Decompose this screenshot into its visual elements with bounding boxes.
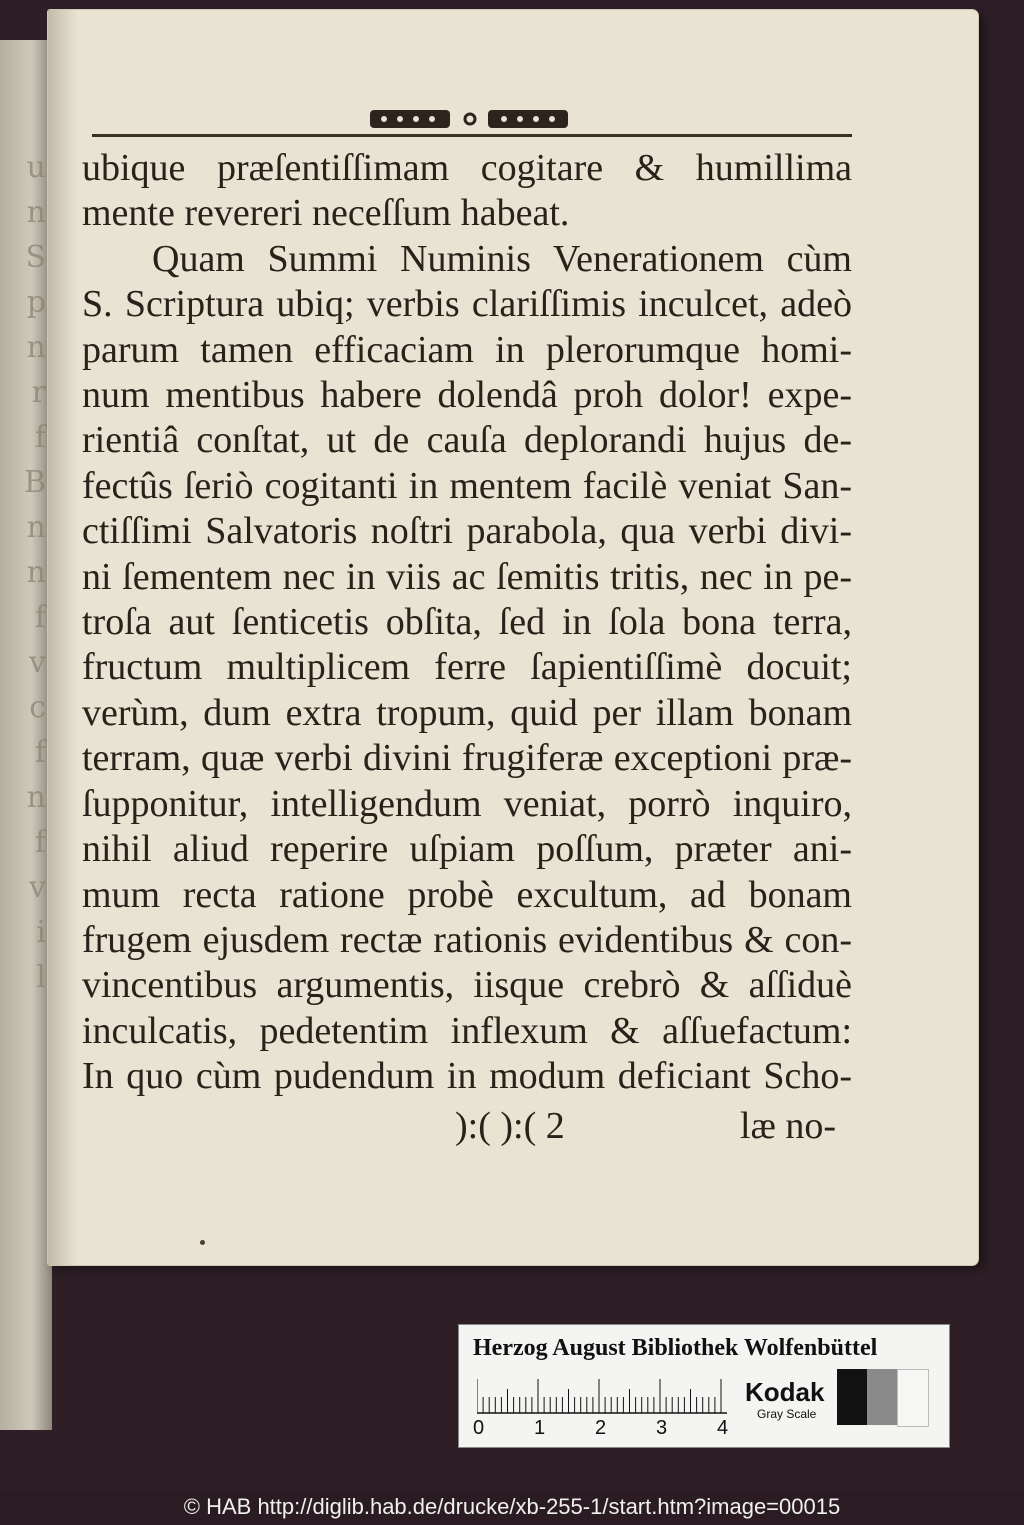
gray-swatch-mid <box>867 1369 897 1425</box>
text-line: fructum multiplicem ferre ſapientiſſimè docuit; <box>82 646 852 689</box>
facing-page-letter: l <box>36 960 46 995</box>
facing-page-letter: p <box>26 285 46 320</box>
gray-swatch-white <box>897 1369 929 1427</box>
text-line: ni ſementem nec in viis ac ſemitis tritis, nec in pe- <box>82 555 852 598</box>
text-line: ſupponitur, intelligendum veniat, porrò inquiro, <box>82 782 852 825</box>
text-line: vincentibus argumentis, iisque crebrò & aſſiduè <box>82 964 852 1007</box>
facing-page-letter: n <box>26 510 46 545</box>
text-line: Quam Summi Numinis Venerationem cùm <box>152 237 852 280</box>
color-target-card <box>458 1324 950 1448</box>
header-rule <box>92 134 852 137</box>
scale-ruler <box>477 1377 727 1417</box>
text-line: nihil aliud reperire uſpiam poſſum, præter ani- <box>82 828 852 871</box>
text-line: verùm, dum extra tropum, quid per illam bonam <box>82 691 852 734</box>
facing-page-letter: f <box>34 600 46 635</box>
ruler-number: 1 <box>534 1417 546 1439</box>
text-line: frugem ejusdem rectæ rationis evidentibus & con- <box>82 918 852 961</box>
facing-page-letter: n <box>26 195 46 230</box>
facing-page-edge <box>0 40 52 1430</box>
ruler-number: 0 <box>473 1417 485 1439</box>
facing-page-letter: f <box>34 420 46 455</box>
facing-page-letter: u <box>26 150 46 185</box>
text-line: num mentibus habere dolendâ proh dolor! expe- <box>82 374 852 417</box>
text-line: mum recta ratione probè excultum, ad bonam <box>82 873 852 916</box>
facing-page-letter: n <box>26 330 46 365</box>
copyright-footer: © HAB http://diglib.hab.de/drucke/xb-255-1/start.htm?image=00015 <box>183 1494 841 1519</box>
facing-page-letter: v <box>29 645 46 680</box>
facing-page-letter: n <box>26 555 46 590</box>
facing-page-letter: n <box>26 780 46 815</box>
facing-page-letter: i <box>36 915 46 950</box>
text-line: S. Scriptura ubiq; verbis clariſſimis inculcet, adeò <box>82 283 852 326</box>
facing-page-letter: B <box>23 465 46 500</box>
text-line: In quo cùm pudendum in modum deficiant Scho- <box>82 1055 852 1098</box>
signature-mark: ):( ):( 2 <box>455 1105 565 1147</box>
text-line: inculcatis, pedetentim inflexum & aſſuefactum: <box>82 1009 852 1052</box>
gray-swatch-black <box>837 1369 867 1425</box>
facing-page-letter: f <box>34 735 46 770</box>
product-label: Gray Scale <box>757 1407 817 1421</box>
text-line: ctiſſimi Salvatoris noſtri parabola, qua verbi divi- <box>82 510 852 553</box>
ruler-number: 2 <box>595 1417 607 1439</box>
body-text <box>82 146 852 1100</box>
catchword: læ no- <box>740 1105 837 1147</box>
ruler-numbers <box>473 1417 743 1441</box>
text-line: fectûs ſeriò cogitanti in mentem facilè veniat San- <box>82 464 852 507</box>
text-line: rientiâ conſtat, ut de cauſa deplorandi hujus de- <box>82 419 852 462</box>
header-ornament <box>370 104 570 134</box>
facing-page-letter: S <box>25 240 46 275</box>
text-line: ubique præſentiſſimam cogitare & humillima <box>82 147 852 189</box>
brand-logo-text: Kodak <box>745 1377 825 1407</box>
facing-page-letter: f <box>34 825 46 860</box>
ruler-number: 3 <box>656 1417 668 1439</box>
facing-page-letter: v <box>29 870 46 905</box>
text-line: troſa aut ſenticetis obſita, ſed in ſola bona terra, <box>82 601 852 644</box>
library-name: Herzog August Bibliothek Wolfenbüttel <box>473 1335 878 1361</box>
page-speck <box>200 1240 205 1245</box>
text-line: mente revereri neceſſum habeat. <box>82 192 570 235</box>
text-line: parum tamen efficaciam in plerorumque homi- <box>82 328 852 371</box>
facing-page-letter: r <box>31 375 46 410</box>
ruler-number: 4 <box>717 1417 729 1439</box>
facing-page-letter: c <box>29 690 46 725</box>
text-line: terram, quæ verbi divini frugiferæ exceptioni præ- <box>82 737 852 780</box>
